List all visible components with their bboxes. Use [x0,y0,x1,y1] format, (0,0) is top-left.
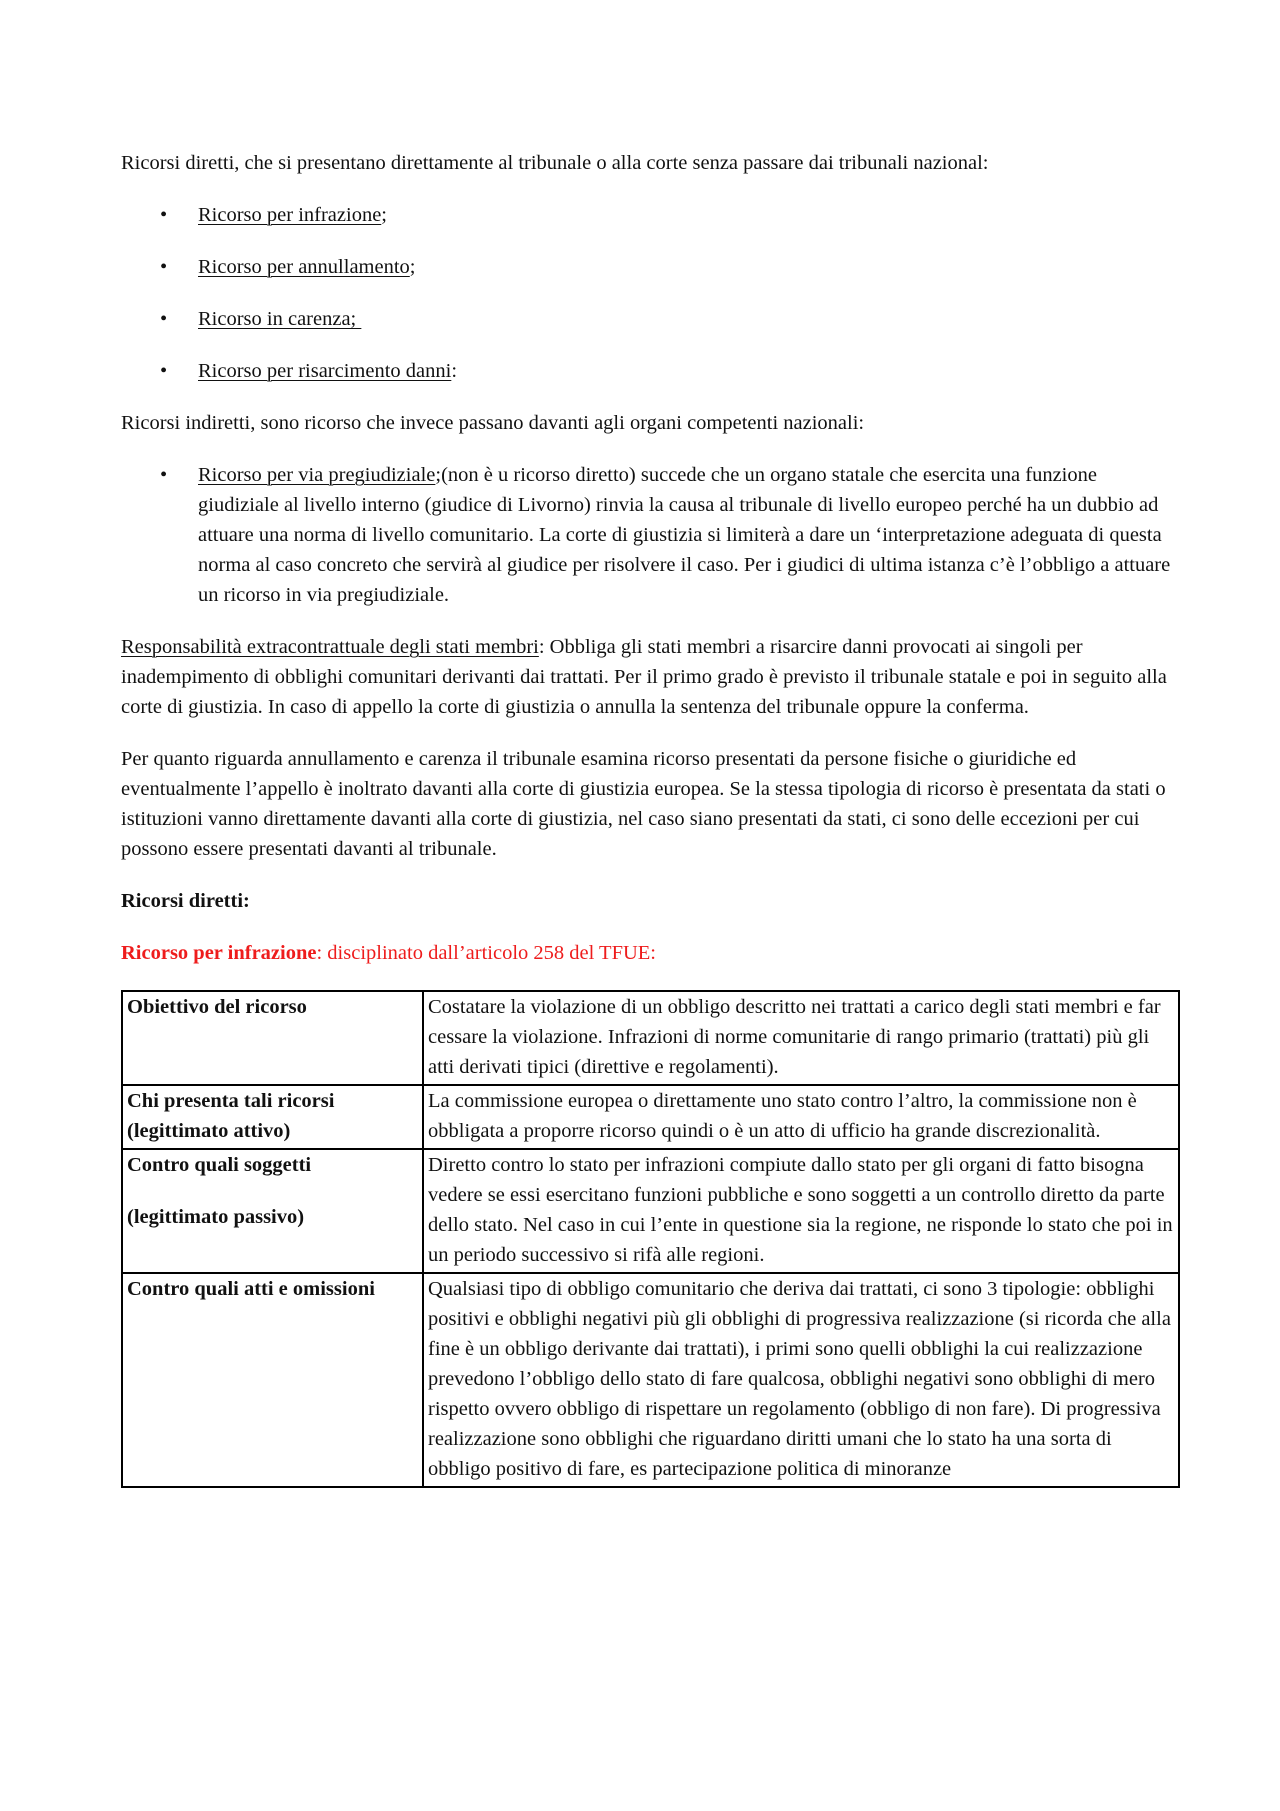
list-item [121,460,1181,610]
table-row-head: Contro quali atti e omissioni [122,1273,423,1487]
ricorso-carenza-link[interactable]: Ricorso in carenza; [198,308,362,330]
responsabilita-paragraph [121,632,1181,722]
bullet-icon: • [160,204,168,226]
responsabilita-link[interactable]: Responsabilità extracontrattuale degli stati membri [121,636,539,658]
annullamento-paragraph: Per quanto riguarda annullamento e carenza il tribunale esamina ricorso presentati da persone fisiche o giuridiche ed eventualmente l’appello è inoltrato davanti alla corte di giustizia europea. Se la stessa tipologia di ricorso è presentata da stati o istituzioni vanno direttamente davanti alla corte di giustizia, nel caso siano presentati da stati, ci sono delle eccezioni per cui possono essere presentati davanti al tribunale. [121,748,1166,860]
table-row-body: Diretto contro lo stato per infrazioni compiute dallo stato per gli organi di fatto bisogna vedere se essi esercitano funzioni pubbliche e sono soggetti a un controllo diretto da parte dello stato. Nel caso in cui l’ente in questione sia la regione, ne risponde lo stato che poi in un periodo successivo si rifà alle regioni. [423,1149,1179,1273]
ricorso-annullamento-link[interactable]: Ricorso per annullamento [198,256,410,278]
table-row [122,1085,1179,1149]
responsabilita-text: : Obbliga gli stati membri a risarcire danni provocati ai singoli per inadempimento di obblighi comunitari derivanti dai trattati. Per il primo grado è previsto il tribunale statale e poi in seguito alla corte di giustizia. In caso di appello la corte di giustizia o annulla la sentenza del tribunale oppure la conferma. [121,636,1167,718]
infrazione-table [121,990,1180,1488]
table-row [122,1273,1179,1487]
infrazione-heading-bold: Ricorso per infrazione [121,942,317,964]
intro-diretti: Ricorsi diretti, che si presentano direttamente al tribunale o alla corte senza passare dai tribunali nazional: [121,152,989,174]
ricorso-pregiudiziale-text: ;(non è u ricorso diretto) succede che un organo statale che esercita una funzione giudiziale al livello interno (giudice di Livorno) rinvia la causa al tribunale di livello europeo perché ha un dubbio ad attuare una norma di livello comunitario. La corte di giustizia si limiterà a dare un ‘interpretazione adeguata di questa norma al caso concreto che servirà al giudice per risolvere il caso. Per i giudici di ultima istanza c’è l’obbligo a attuare un ricorso in via pregiudiziale. [198,464,1171,606]
table-row-head: Obiettivo del ricorso [122,991,423,1085]
bullet-icon: • [160,464,168,486]
table-row-body: Qualsiasi tipo di obbligo comunitario che deriva dai trattati, ci sono 3 tipologie: obblighi positivi e obblighi negativi più gli obblighi di progressiva realizzazione (si ricorda che alla fine è un obbligo derivante dai trattati), i primi sono quelli obblighi la cui realizzazione prevedono l’obbligo dello stato di fare qualcosa, obblighi negativi sono obblighi di mero rispetto ovvero obbligo di rispettare un regolamento (obbligo di non fare). Di progressiva realizzazione sono obblighi che riguardano diritti umani che lo stato ha una sorta di obbligo positivo di fare, es partecipazione politica di minoranze [423,1273,1179,1487]
table-row [122,1149,1179,1273]
diretti-list [121,200,1181,386]
bullet-icon: • [160,360,168,382]
section-heading: Ricorsi diretti: [121,890,250,912]
ricorso-risarcimento-link[interactable]: Ricorso per risarcimento danni [198,360,452,382]
bullet-icon: • [160,308,168,330]
list-item: • Ricorso per annullamento; [121,252,1181,282]
ricorso-infrazione-link[interactable]: Ricorso per infrazione [198,204,382,226]
intro-indiretti: Ricorsi indiretti, sono ricorso che invece passano davanti agli organi competenti nazionali: [121,412,865,434]
indiretti-list [121,460,1181,610]
infrazione-heading [121,938,1181,968]
document-page [121,148,1181,1488]
table-row-body: La commissione europea o direttamente uno stato contro l’altro, la commissione non è obbligata a proporre ricorso quindi o è un atto di ufficio ha grande discrezionalità. [423,1085,1179,1149]
table-row-body: Costatare la violazione di un obbligo descritto nei trattati a carico degli stati membri e far cessare la violazione. Infrazioni di norme comunitarie di rango primario (trattati) più gli atti derivati tipici (direttive e regolamenti). [423,991,1179,1085]
table-row-head: Contro quali soggetti (legittimato passivo) [122,1149,423,1273]
table-row-head: Chi presenta tali ricorsi (legittimato attivo) [122,1085,423,1149]
list-item: • Ricorso per infrazione; [121,200,1181,230]
bullet-icon: • [160,256,168,278]
ricorso-pregiudiziale-link[interactable]: Ricorso per via pregiudiziale [198,464,436,486]
infrazione-heading-rest: : disciplinato dall’articolo 258 del TFUE: [316,942,657,964]
table-row [122,991,1179,1085]
list-item: • Ricorso per risarcimento danni: [121,356,1181,386]
list-item [121,304,1181,334]
